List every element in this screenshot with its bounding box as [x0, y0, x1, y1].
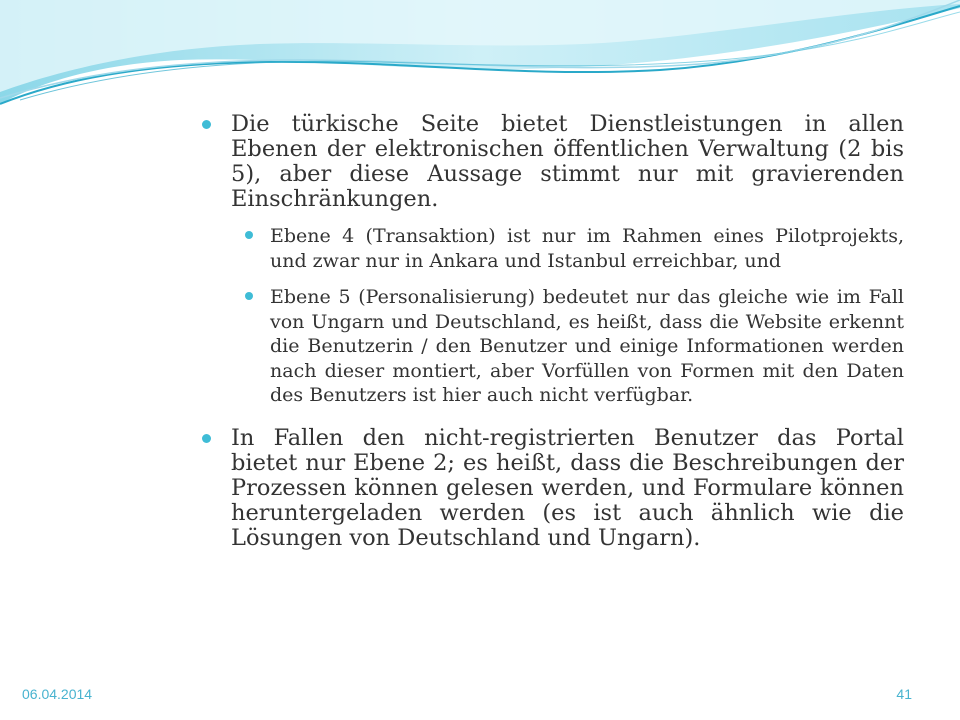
bullet-dot-icon	[202, 120, 211, 129]
page-number: 41	[896, 686, 912, 702]
bullet-text: In Fallen den nicht-registrierten Benutzer das Portal bietet nur Ebene 2; es heißt, dass die Beschreibungen der Prozessen können gelesen werden, und Formulare können heruntergeladen werden (es ist auch ähnlich wie die Lösungen von Deutschland und Ungarn).	[231, 424, 904, 551]
footer-date: 06.04.2014	[22, 686, 93, 702]
header-wave-decoration	[0, 0, 960, 120]
sub-bullet-item-1	[200, 224, 904, 273]
bullet-dot-icon	[245, 231, 253, 239]
sub-bullet-text: Ebene 5 (Personalisierung) bedeutet nur das gleiche wie im Fall von Ungarn und Deutschland, es heißt, dass die Website erkennt die Benutzerin / den Benutzer und einige Informationen werden nach dieser montiert, aber Vorfüllen von Formen mit den Daten des Benutzers ist hier auch nicht verfügbar.	[270, 286, 904, 406]
sub-bullet-item-2	[200, 285, 904, 408]
bullet-dot-icon	[202, 434, 211, 443]
bullet-item-2	[200, 426, 904, 551]
bullet-dot-icon	[245, 292, 253, 300]
sub-bullet-text: Ebene 4 (Transaktion) ist nur im Rahmen eines Pilotprojekts, und zwar nur in Ankara und Istanbul erreichbar, und	[270, 225, 904, 272]
slide-body	[200, 112, 904, 561]
bullet-list	[200, 112, 904, 551]
bullet-item-1	[200, 112, 904, 408]
sub-bullet-list	[200, 224, 904, 408]
bullet-text: Die türkische Seite bietet Dienstleistungen in allen Ebenen der elektronischen öffentlichen Verwaltung (2 bis 5), aber diese Aussage stimmt nur mit gravierenden Einschränkungen.	[231, 111, 904, 212]
